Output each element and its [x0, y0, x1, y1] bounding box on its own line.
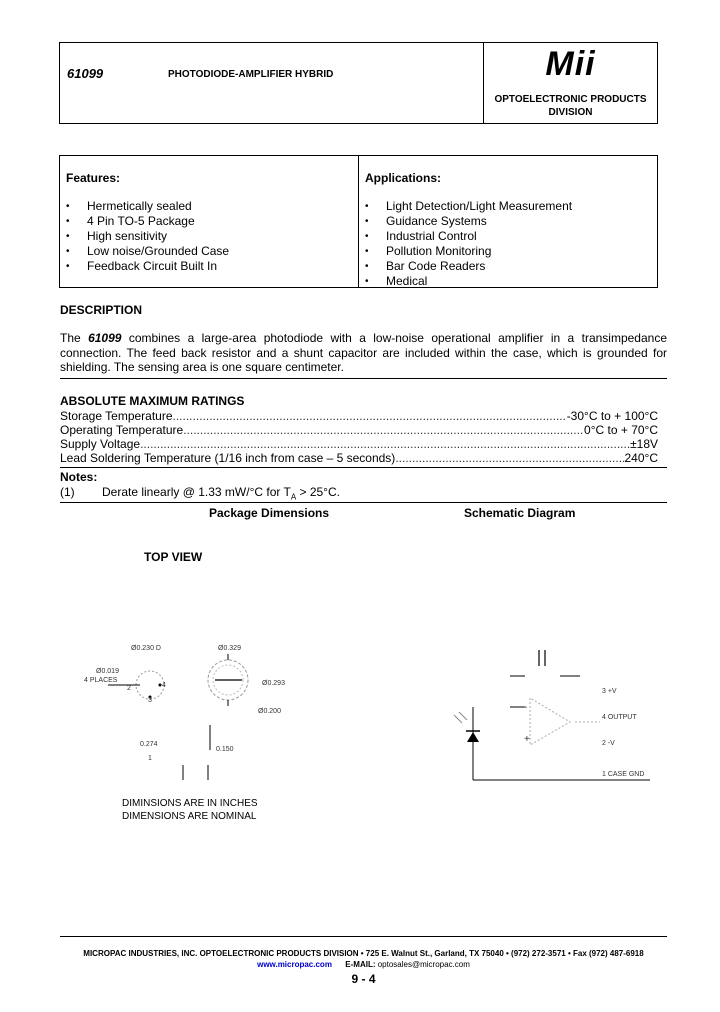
pin-label-4: 4 [162, 682, 166, 689]
pin-3-label: 3 +V [602, 688, 617, 695]
features-heading: Features: [66, 171, 121, 185]
note-pre: Derate linearly @ 1.33 mW/°C for T [102, 485, 291, 499]
label-150: 0.150 [216, 746, 234, 753]
division-line-1: OPTOELECTRONIC PRODUCTS [494, 94, 647, 105]
features-list [66, 199, 229, 274]
package-drawing [80, 640, 300, 790]
applications-item: • Medical [365, 274, 572, 289]
label-274: 0.274 [140, 741, 158, 748]
section-divider [60, 378, 667, 379]
division-line-2: DIVISION [548, 107, 593, 118]
label-dia-200: Ø0.200 [258, 708, 281, 715]
page-number: 9 - 4 [351, 972, 376, 986]
page-title: PHOTODIODE-AMPLIFIER HYBRID [168, 69, 334, 80]
division-name [484, 93, 657, 119]
label-dia-293: Ø0.293 [262, 680, 285, 687]
rating-row [60, 437, 658, 451]
note-sub: A [290, 492, 297, 502]
part-number: 61099 [67, 66, 104, 81]
rating-row [60, 409, 658, 423]
note-text [102, 485, 340, 501]
applications-item: • Industrial Control [365, 229, 572, 244]
rating-row [60, 451, 658, 465]
pin-4-label: 4 OUTPUT [602, 714, 637, 721]
schematic-heading: Schematic Diagram [464, 506, 576, 520]
email-link[interactable]: optosales@micropac.com [377, 960, 470, 969]
footer-address: MICROPAC INDUSTRIES, INC. OPTOELECTRONIC PRODUCTS DIVISION • 725 E. Walnut St., Garland, TX 75040 • (972) 272-3571 • Fax (972) 487-6918 [83, 949, 644, 958]
notes-divider [60, 467, 667, 468]
rating-row [60, 423, 658, 437]
features-divider [358, 155, 359, 288]
note-post: > 25°C. [296, 485, 340, 499]
dimensions-note-2: DIMENSIONS ARE NOMINAL [122, 811, 257, 822]
website-link[interactable]: www.micropac.com [257, 960, 332, 969]
schematic-plus: + [524, 734, 530, 745]
rating-label: Lead Soldering Temperature (1/16 inch from case – 5 seconds) [60, 451, 396, 465]
package-heading: Package Dimensions [209, 506, 330, 520]
features-item: • Hermetically sealed [66, 199, 229, 214]
pin-1-label: 1 CASE GND [602, 771, 645, 778]
light-arrow [454, 715, 462, 723]
rating-label: Supply Voltage [60, 437, 141, 451]
light-arrow [459, 712, 467, 720]
description-heading: DESCRIPTION [60, 303, 143, 317]
description-body: combines a large-area photodiode with a low-noise operational amplifier in a transimpedance connection. The feed back resistor and a shunt capacitor are included within the case, which is grounded for shielding. The sensing area is one square centimeter. [60, 331, 667, 374]
features-item: • 4 Pin TO-5 Package [66, 214, 229, 229]
rating-label: Storage Temperature [60, 409, 173, 423]
note-number: (1) [60, 485, 75, 499]
mii-logo: Mii [545, 45, 596, 83]
rating-value: 240°C [624, 451, 658, 465]
rating-label: Operating Temperature [60, 423, 184, 437]
rating-value: 0°C to + 70°C [584, 423, 658, 437]
applications-item: • Pollution Monitoring [365, 244, 572, 259]
top-view-label: TOP VIEW [144, 550, 203, 564]
label-4-places: 4 PLACES [84, 677, 118, 684]
footer-contact [60, 960, 667, 969]
schematic-minus: - [524, 702, 528, 713]
photodiode-symbol [467, 732, 479, 742]
rating-value: ±18V [630, 437, 658, 451]
pin-label-3: 3 [148, 697, 152, 704]
rating-value: -30°C to + 100°C [566, 409, 658, 423]
notes-heading: Notes: [60, 470, 98, 484]
label-pcd: Ø0.230 D [131, 645, 161, 652]
features-item: • Low noise/Grounded Case [66, 244, 229, 259]
diagram-divider [60, 502, 667, 503]
schematic-drawing [450, 640, 650, 785]
pin-2-label: 2 -V [602, 740, 615, 747]
pin-label-2: 2 [127, 685, 131, 692]
applications-item: • Bar Code Readers [365, 259, 572, 274]
description-text [60, 331, 667, 375]
applications-item: • Guidance Systems [365, 214, 572, 229]
features-item: • Feedback Circuit Built In [66, 259, 229, 274]
label-dia-019: Ø0.019 [96, 668, 119, 675]
applications-item: • Light Detection/Light Measurement [365, 199, 572, 214]
op-amp-symbol [530, 698, 570, 745]
dimensions-note-1: DIMINSIONS ARE IN INCHES [122, 798, 258, 809]
email-label: E-MAIL: [345, 960, 376, 969]
footer-divider [60, 936, 667, 937]
applications-heading: Applications: [365, 171, 442, 185]
features-item: • High sensitivity [66, 229, 229, 244]
description-part: 61099 [88, 331, 122, 345]
applications-list [365, 199, 572, 289]
pin-label-1: 1 [148, 755, 152, 762]
description-pre: The [60, 331, 89, 345]
label-dia-329: Ø0.329 [218, 645, 241, 652]
ratings-heading: ABSOLUTE MAXIMUM RATINGS [60, 394, 245, 408]
